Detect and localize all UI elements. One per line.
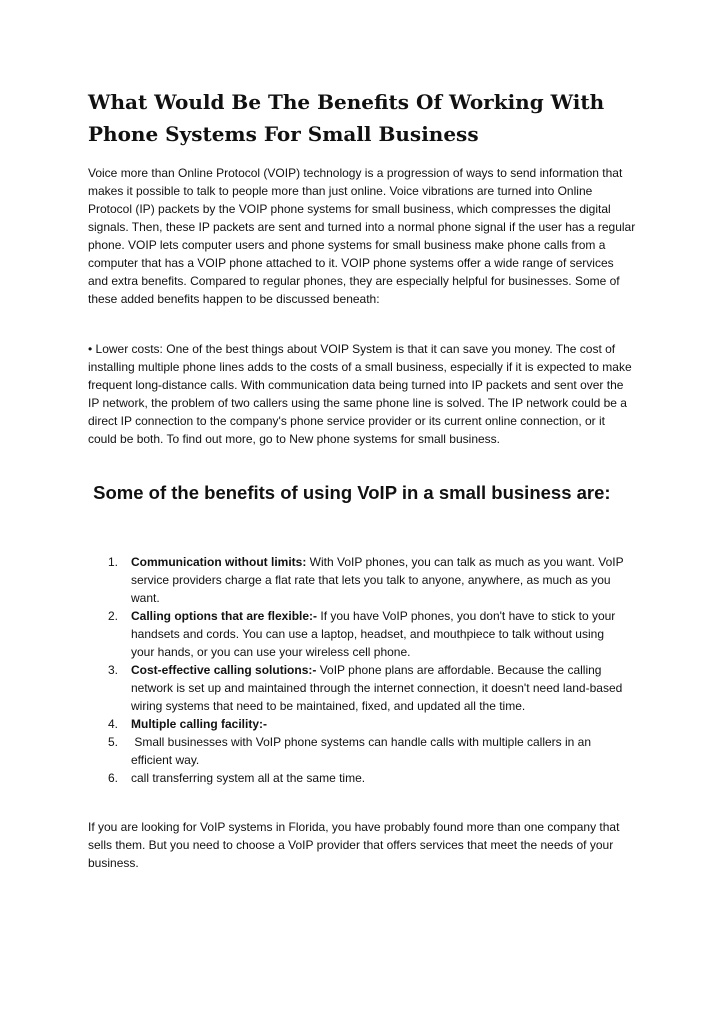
benefit-text: If you have VoIP phones, you don't have to stick to your handsets and cords. You can use a laptop, headset, and mouthpiece to talk without using your hands, or you can use your wireless cell phone. bbox=[131, 609, 619, 659]
benefit-number: 1. bbox=[108, 555, 119, 569]
benefits-list bbox=[88, 553, 628, 787]
intro-paragraph: Voice more than Online Protocol (VOIP) technology is a progression of ways to send information that makes it possible to talk to people more than just online. Voice vibrations are turned into Online Protocol (IP) packets by the VOIP phone systems for small business, which compresses the digital signals. Then, these IP packets are sent and turned into a normal phone signal if the user has a regular phone. VOIP lets computer users and phone systems for small business make phone calls from a computer that has a VOIP phone attached to it. VOIP phone systems offer a wide range of services and extra benefits. Compared to regular phones, they are especially helpful for businesses. Some of these added benefits happen to be discussed beneath: bbox=[88, 166, 636, 306]
benefit-item bbox=[88, 769, 628, 787]
benefit-item bbox=[88, 553, 628, 607]
benefit-item bbox=[88, 733, 628, 769]
benefit-number: 4. bbox=[108, 717, 119, 731]
benefit-text: With VoIP phones, you can talk as much as you want. VoIP service providers charge a flat rate that lets you talk to anyone, anywhere, as much as you want. bbox=[131, 555, 627, 605]
document-title: What Would Be The Benefits Of Working With Phone Systems For Small Business bbox=[88, 90, 605, 146]
lower-costs-paragraph: • Lower costs: One of the best things about VOIP System is that it can save you money. The cost of installing multiple phone lines adds to the costs of a small business, especially if it is expected to make frequent long-distance calls. With communication data being turned into IP packets and sent over the IP network, the problem of two callers using the same phone line is solved. The IP network could be a direct IP connection to the company's phone service provider or its current online connection, or it could be both. To find out more, go to New phone systems for small business. bbox=[88, 342, 632, 446]
benefit-number: 6. bbox=[108, 771, 119, 785]
benefit-item bbox=[88, 661, 628, 715]
benefit-number: 3. bbox=[108, 663, 119, 677]
benefit-title: Cost-effective calling solutions:- bbox=[131, 663, 317, 677]
benefit-title: Calling options that are flexible:- bbox=[131, 609, 318, 623]
benefit-item bbox=[88, 715, 628, 733]
benefit-text: VoIP phone plans are affordable. Because the calling network is set up and maintained through the internet connection, it doesn't need land-based wiring systems that need to be maintained, fixed, and updated all the time. bbox=[131, 663, 626, 713]
benefit-text: Small businesses with VoIP phone systems can handle calls with multiple callers in an efficient way. bbox=[131, 735, 595, 767]
benefit-title: Communication without limits: bbox=[131, 555, 307, 569]
closing-paragraph: If you are looking for VoIP systems in Florida, you have probably found more than one company that sells them. But you need to choose a VoIP provider that offers services that meet the needs of your business. bbox=[88, 820, 620, 870]
benefits-heading: Some of the benefits of using VoIP in a small business are: bbox=[88, 482, 611, 503]
benefit-item bbox=[88, 607, 628, 661]
benefit-number: 5. bbox=[108, 735, 119, 749]
benefit-text: call transferring system all at the same time. bbox=[131, 771, 366, 785]
benefit-title: Multiple calling facility:- bbox=[131, 717, 268, 731]
benefit-number: 2. bbox=[108, 609, 119, 623]
